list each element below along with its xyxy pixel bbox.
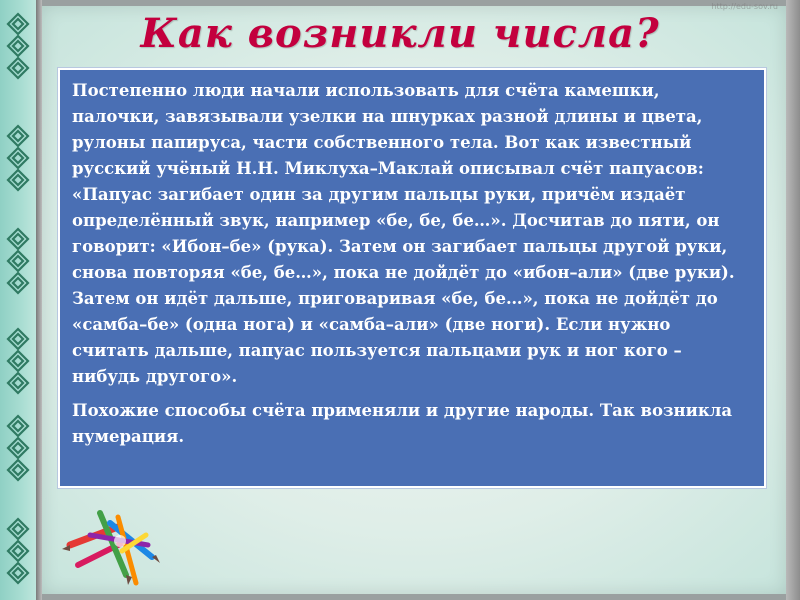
slide-title: Как возникли числа? xyxy=(140,10,660,57)
colorful-pencils-clipart xyxy=(60,505,170,590)
knot-ornament-icon xyxy=(4,122,32,198)
knot-ornament-icon xyxy=(4,325,32,401)
knot-ornament-icon xyxy=(4,412,32,488)
body-paragraph: Похожие способы счёта применяли и другие народы. Так возникла нумерация. xyxy=(72,401,733,446)
watermark: http://edu-sov.ru xyxy=(711,2,778,11)
text-box xyxy=(58,68,766,488)
knot-ornament-icon xyxy=(4,10,32,86)
knot-ornament-icon xyxy=(4,225,32,301)
body-paragraph: Постепенно люди начали использовать для счёта камешки, палочки, завязывали узелки на шнурках разной длины и цвета, рулоны папируса, части собственного тела. Вот как известный русский учёный Н.Н. Миклуха–Маклай описывал счёт папуасов: «Папуас загибает один за другим пальцы руки, причём издаёт определённый звук, например «бе, бе, бе…». Досчитав до пяти, он говорит: «Ибон–бе» (рука). Затем он загибает пальцы другой руки, снова повторяя «бе, бе…», пока не дойдёт до «ибон–али» (две руки). Затем он идёт дальше, приговаривая «бе, бе…», пока не дойдёт до «самба–бе» (одна нога) и «самба–али» (две ноги). Если нужно считать дальше, папуас пользуется пальцами рук и ног кого – нибудь другого». xyxy=(72,81,735,386)
right-border xyxy=(786,0,800,600)
knot-ornament-icon xyxy=(4,515,32,591)
